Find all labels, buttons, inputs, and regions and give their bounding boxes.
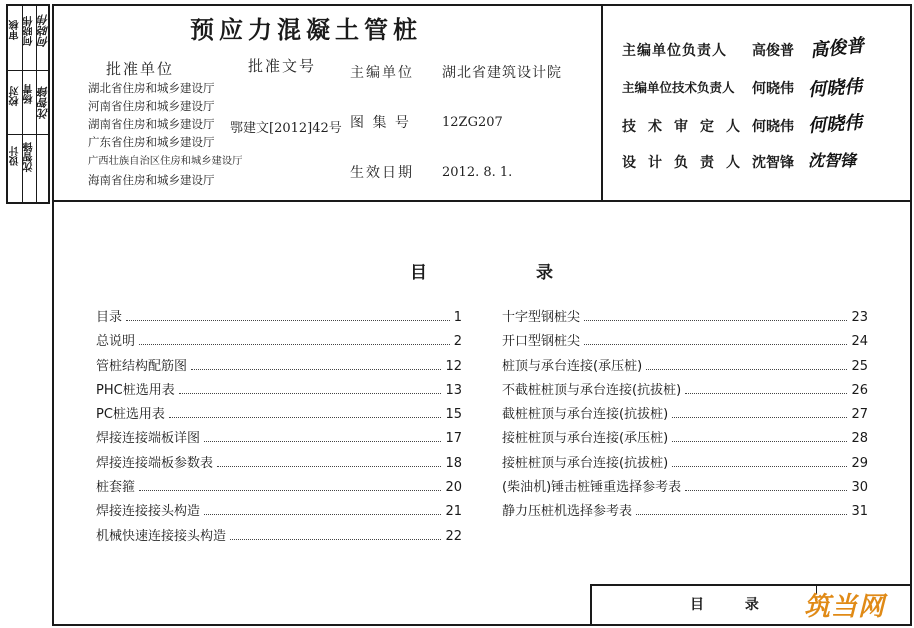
toc-heading-right: 录 — [536, 263, 553, 283]
toc-entry-page: 21 — [445, 504, 462, 520]
effective-date-label: 生效日期 — [350, 165, 414, 181]
toc-entry-title: 焊接连接端板参数表 — [96, 455, 214, 471]
toc-entry[interactable] — [502, 379, 868, 403]
signature-tech-chief: 何晓伟 — [807, 76, 863, 101]
signature-design-lead: 沈智锋 — [808, 151, 857, 170]
toc-entry[interactable] — [502, 355, 868, 379]
title-block-title: 目 录 — [690, 597, 777, 613]
toc-leader-dots — [672, 466, 847, 467]
toc-entry[interactable] — [96, 306, 462, 330]
resp-label-tech-chief: 主编单位技术负责人 — [622, 80, 735, 95]
toc-entry-page: 12 — [445, 358, 462, 374]
resp-name-tech-chief: 何晓伟 — [752, 81, 794, 97]
toc-entry-page: 28 — [851, 431, 868, 447]
toc-entry-page: 1 — [453, 310, 462, 325]
toc-entry-page: 15 — [445, 407, 462, 423]
toc-entry[interactable] — [96, 525, 462, 549]
toc-leader-dots — [230, 539, 441, 540]
atlas-number-value: 12ZG207 — [442, 115, 503, 130]
toc-leader-dots — [139, 344, 450, 345]
toc-entry[interactable] — [96, 330, 462, 354]
toc-entry-title: 总说明 — [96, 334, 136, 350]
toc-leader-dots — [584, 320, 847, 321]
toc-entry-page: 24 — [851, 334, 868, 350]
toc-entry-title: 接桩桩顶与承台连接(承压桩) — [502, 431, 669, 447]
toc-leader-dots — [672, 417, 847, 418]
toc-entry-title: 桩顶与承台连接(承压桩) — [502, 358, 643, 374]
toc-entry-page: 23 — [851, 310, 868, 325]
toc-leader-dots — [139, 490, 441, 491]
approval-unit-2: 河南省住房和城乡建设厅 — [88, 99, 215, 113]
atlas-title: 预应力混凝土管桩 — [190, 16, 422, 44]
resp-label-chief-editor: 主编单位负责人 — [622, 43, 727, 59]
approval-doc-label: 批准文号 — [248, 57, 317, 75]
binding-strip — [6, 4, 50, 204]
toc-entry[interactable] — [502, 403, 868, 427]
toc-entry-title: 不截桩桩顶与承台连接(抗拔桩) — [502, 382, 682, 398]
approval-unit-1: 湖北省住房和城乡建设厅 — [88, 81, 215, 95]
toc-entry-page: 22 — [445, 528, 462, 544]
resp-label-design-lead: 设计负责人 — [622, 155, 752, 171]
toc-entry[interactable] — [96, 476, 462, 500]
toc-left-column — [96, 306, 462, 549]
toc-entry[interactable] — [96, 355, 462, 379]
toc-entry-title: PHC桩选用表 — [96, 382, 175, 398]
strip-signature-review: 何晓伟 — [37, 14, 50, 47]
toc-leader-dots — [169, 417, 442, 418]
approval-unit-6: 海南省住房和城乡建设厅 — [88, 173, 215, 187]
toc-leader-dots — [685, 490, 847, 491]
toc-entry[interactable] — [502, 427, 868, 451]
toc-entry-title: 焊接连接接头构造 — [96, 504, 201, 520]
toc-entry-page: 17 — [445, 431, 462, 447]
toc-entry-title: 十字型钢桩尖 — [502, 310, 581, 325]
toc-heading-left: 目 — [410, 263, 427, 283]
toc-entry-title: 焊接连接端板详图 — [96, 431, 201, 447]
resp-name-design-lead: 沈智锋 — [752, 155, 794, 171]
resp-name-tech-review: 何晓伟 — [752, 119, 794, 135]
toc-entry-title: 静力压桩机选择参考表 — [502, 504, 633, 520]
editor-value: 湖北省建筑设计院 — [442, 65, 562, 81]
toc-entry-page: 13 — [445, 382, 462, 398]
strip-signature-design: 沈智锋 — [37, 86, 50, 119]
effective-date-value: 2012. 8. 1. — [442, 165, 513, 180]
strip-name-design: 沈智锋 — [24, 142, 35, 172]
toc-entry-page: 18 — [445, 455, 462, 471]
approval-doc-number: 鄂建文[2012]42号 — [230, 121, 342, 136]
toc-entry-title: 接桩桩顶与承台连接(抗拔桩) — [502, 455, 669, 471]
strip-label-check: 校对 — [10, 86, 21, 106]
toc-entry[interactable] — [96, 403, 462, 427]
approval-unit-3: 湖南省住房和城乡建设厅 — [88, 117, 215, 131]
signature-tech-review: 何晓伟 — [807, 112, 863, 137]
strip-name-check: 杨青 — [24, 84, 35, 104]
toc-leader-dots — [584, 344, 847, 345]
toc-entry[interactable] — [502, 330, 868, 354]
atlas-number-label: 图 集 号 — [350, 115, 411, 131]
toc-leader-dots — [672, 441, 847, 442]
toc-entry-page: 30 — [851, 480, 868, 496]
toc-leader-dots — [204, 514, 441, 515]
toc-leader-dots — [646, 369, 847, 370]
toc-entry-title: 机械快速连接接头构造 — [96, 528, 227, 544]
toc-entry-title: PC桩选用表 — [96, 407, 165, 423]
toc-entry[interactable] — [96, 500, 462, 524]
toc-right-column — [502, 306, 868, 525]
approval-unit-5: 广西壮族自治区住房和城乡建设厅 — [88, 155, 243, 167]
toc-entry[interactable] — [96, 379, 462, 403]
toc-entry-page: 2 — [453, 334, 462, 350]
strip-row-divider — [8, 134, 48, 135]
toc-entry-title: 桩套箍 — [96, 480, 136, 496]
editor-label: 主编单位 — [350, 65, 414, 81]
toc-entry-title: (柴油机)锤击桩锤重选择参考表 — [502, 480, 682, 496]
toc-entry-title: 截桩桩顶与承台连接(抗拔桩) — [502, 407, 669, 423]
toc-entry[interactable] — [502, 500, 868, 524]
resp-name-chief-editor: 高俊普 — [752, 43, 794, 59]
strip-name-review: 何晓伟 — [24, 16, 35, 46]
toc-entry-title: 目录 — [96, 310, 123, 325]
toc-entry-page: 20 — [445, 480, 462, 496]
toc-leader-dots — [126, 320, 450, 321]
toc-entry-page: 31 — [851, 504, 868, 520]
toc-leader-dots — [204, 441, 441, 442]
header-divider — [52, 200, 912, 202]
toc-leader-dots — [179, 393, 442, 394]
site-watermark: 筑当网 — [804, 592, 886, 622]
toc-entry[interactable] — [502, 452, 868, 476]
toc-leader-dots — [191, 369, 441, 370]
toc-leader-dots — [685, 393, 847, 394]
toc-entry-title: 开口型钢桩尖 — [502, 334, 581, 350]
toc-entry-page: 29 — [851, 455, 868, 471]
approval-unit-label: 批准单位 — [106, 60, 175, 78]
toc-leader-dots — [636, 514, 847, 515]
approval-unit-4: 广东省住房和城乡建设厅 — [88, 135, 215, 149]
signature-chief-editor: 高俊普 — [809, 35, 866, 62]
toc-entry-page: 26 — [851, 382, 868, 398]
toc-entry-page: 25 — [851, 358, 868, 374]
strip-row-divider — [8, 70, 48, 71]
strip-label-review: 审核 — [10, 20, 21, 40]
header-vertical-divider — [601, 4, 603, 200]
strip-label-design: 设计 — [10, 146, 21, 166]
toc-leader-dots — [217, 466, 441, 467]
toc-entry[interactable] — [96, 452, 462, 476]
toc-entry-title: 管桩结构配筋图 — [96, 358, 188, 374]
toc-entry-page: 27 — [851, 407, 868, 423]
toc-entry[interactable] — [502, 306, 868, 330]
toc-entry[interactable] — [502, 476, 868, 500]
resp-label-tech-review: 技术审定人 — [622, 119, 752, 135]
toc-entry[interactable] — [96, 427, 462, 451]
